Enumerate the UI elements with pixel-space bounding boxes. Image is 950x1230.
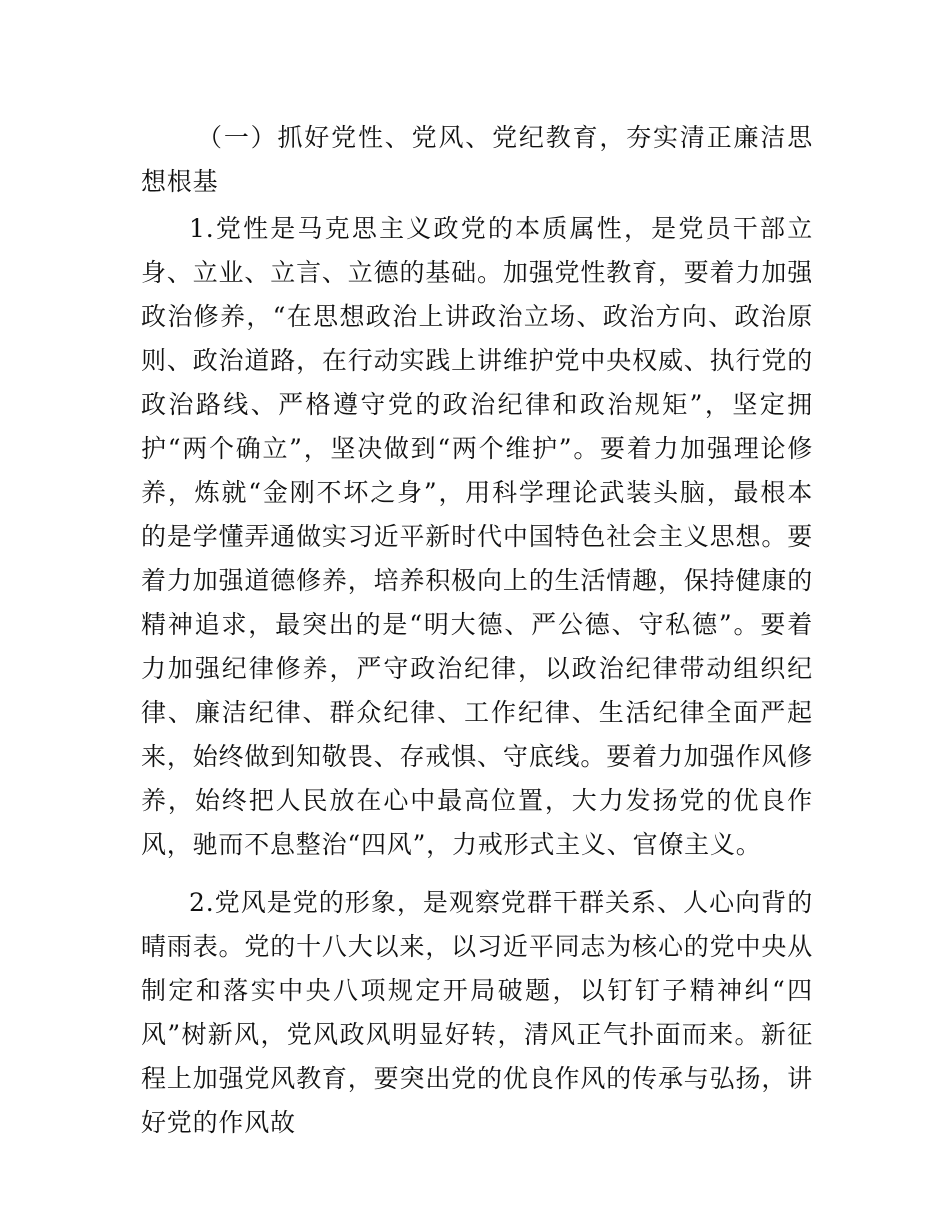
section-heading: （一）抓好党性、党风、党纪教育，夯实清正廉洁思想根基 <box>141 123 813 196</box>
paragraph-1: 1.党性是马克思主义政党的本质属性，是党员干部立身、立业、立言、立德的基础。加强党性教育，要着力加强政治修养，“在思想政治上讲政治立场、政治方向、政治原则、政治道路，在行动实践上讲维护党中央权威、执行党的政治路线、严格遵守党的政治纪律和政治规矩”，坚定拥护“两个确立”，坚决做到“两个维护”。要着力加强理论修养，炼就“金刚不坏之身”，用科学理论武装头脑，最根本的是学懂弄通做实习近平新时代中国特色社会主义思想。要着力加强道德修养，培养积极向上的生活情趣，保持健康的精神追求，最突出的是“明大德、严公德、守私德”。要着力加强纪律修养，严守政治纪律，以政治纪律带动组织纪律、廉洁纪律、群众纪律、工作纪律、生活纪律全面严起来，始终做到知敬畏、存戒惧、守底线。要着力加强作风修养，始终把人民放在心中最高位置，大力发扬党的优良作风，驰而不息整治“四风”，力戒形式主义、官僚主义。 <box>141 214 813 859</box>
paragraph-2: 2.党风是党的形象，是观察党群干群关系、人心向背的晴雨表。党的十八大以来，以习近平同志为核心的党中央从制定和落实中央八项规定开局破题，以钉钉子精神纠“四风”树新风，党风政风明显好转，清风正气扑面而来。新征程上加强党风教育，要突出党的优良作风的传承与弘扬，讲好党的作风故 <box>141 888 813 1137</box>
document-body <box>141 116 813 1159</box>
